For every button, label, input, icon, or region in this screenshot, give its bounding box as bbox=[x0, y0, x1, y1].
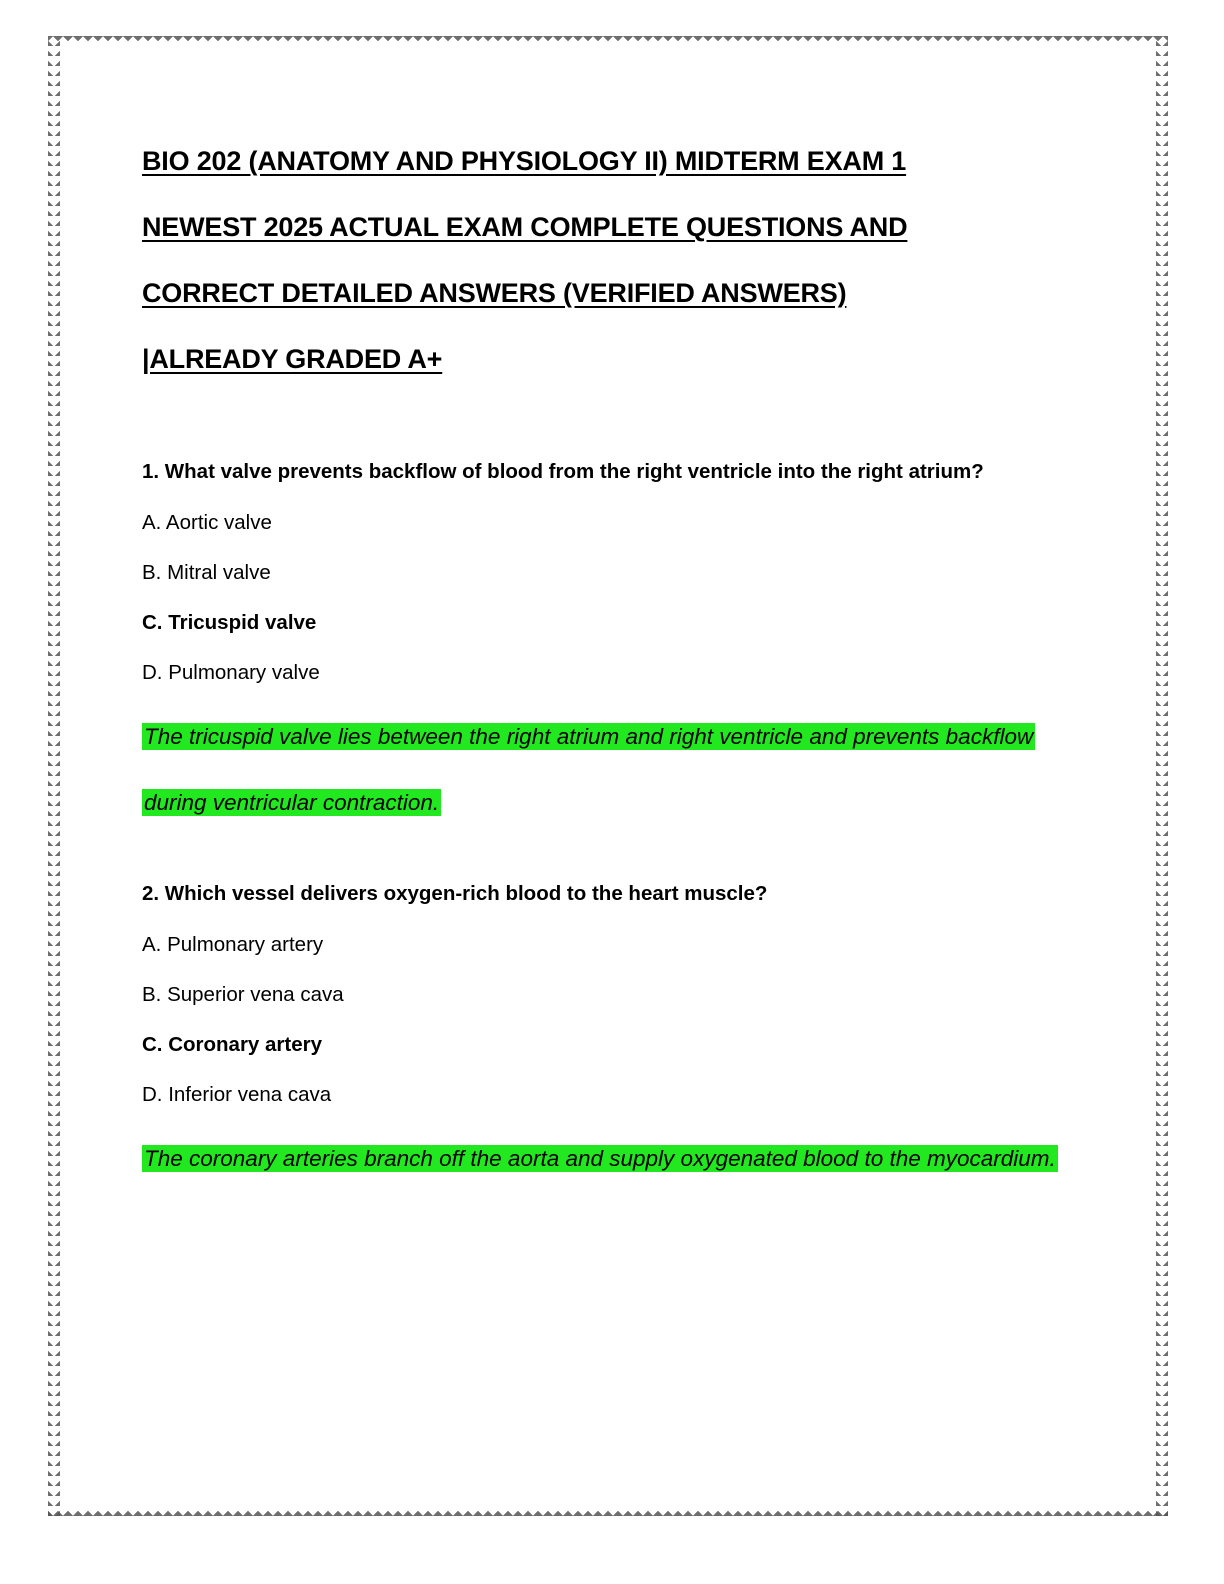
answer-explanation bbox=[142, 1126, 1072, 1192]
document-title-line-2: NEWEST 2025 ACTUAL EXAM COMPLETE QUESTIONS AND bbox=[142, 212, 908, 242]
border-edge-top bbox=[48, 36, 1168, 48]
answer-choice-b[interactable]: B. Mitral valve bbox=[142, 561, 271, 584]
answer-choice-d[interactable]: D. Inferior vena cava bbox=[142, 1083, 332, 1106]
question-spacer bbox=[142, 850, 1072, 868]
question-stem: 1. What valve prevents backflow of blood from the right ventricle into the right atrium? bbox=[142, 460, 984, 483]
question-item bbox=[142, 446, 1072, 836]
border-edge-bottom bbox=[48, 1504, 1168, 1516]
answer-explanation-text: The coronary arteries branch off the aorta and supply oxygenated blood to the myocardium. bbox=[144, 1146, 1056, 1171]
document-title-line-1: BIO 202 (ANATOMY AND PHYSIOLOGY II) MIDTERM EXAM 1 bbox=[142, 146, 907, 176]
answer-choice-a[interactable]: A. Pulmonary artery bbox=[142, 933, 324, 956]
answer-choice-c[interactable]: C. Coronary artery bbox=[142, 1033, 323, 1056]
border-edge-left bbox=[48, 36, 60, 1516]
question-item bbox=[142, 868, 1072, 1192]
answer-choice-d[interactable]: D. Pulmonary valve bbox=[142, 661, 320, 684]
answer-explanation-text: The tricuspid valve lies between the right atrium and right ventricle and prevents backflow during ventricular contraction. bbox=[144, 724, 1034, 815]
document-title-line-4: |ALREADY GRADED A+ bbox=[142, 344, 443, 374]
document-title bbox=[142, 128, 1072, 392]
answer-explanation bbox=[142, 704, 1072, 836]
answer-choice-c[interactable]: C. Tricuspid valve bbox=[142, 611, 317, 634]
question-stem: 2. Which vessel delivers oxygen-rich blood to the heart muscle? bbox=[142, 882, 768, 905]
document-body bbox=[142, 128, 1072, 1206]
document-title-line-3: CORRECT DETAILED ANSWERS (VERIFIED ANSWERS) bbox=[142, 278, 847, 308]
border-edge-right bbox=[1156, 36, 1168, 1516]
answer-choice-b[interactable]: B. Superior vena cava bbox=[142, 983, 344, 1006]
answer-choice-a[interactable]: A. Aortic valve bbox=[142, 511, 272, 534]
